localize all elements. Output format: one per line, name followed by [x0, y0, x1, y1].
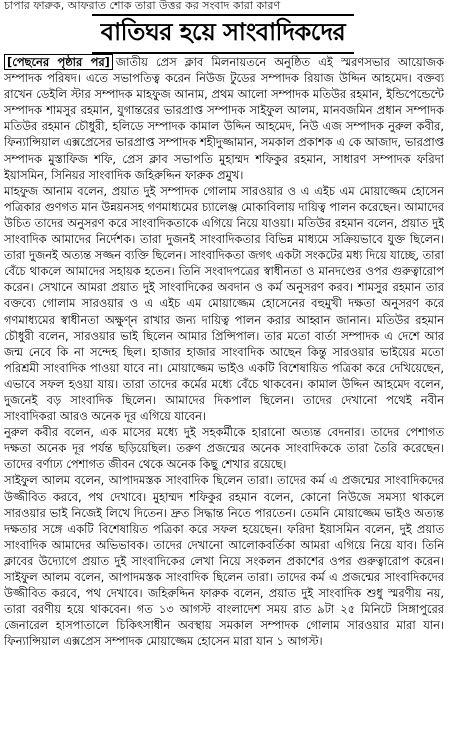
continued-from-label: [পেছনের পৃষ্ঠার পর] [4, 54, 113, 70]
paragraph-text: জাতীয় প্রেস ক্লাব মিলনায়তনে অনুষ্ঠিত এই স্মরণসভার আয়োজক সম্পাদক পরিষদ। এতে সভাপতিত্ব করেন নিউজ টুডের সম্পাদক রিয়াজ উদ্দিন আহমেদ। বক্তব্য রাখেন ডেইলি স্টার সম্পাদক মাহফুজ আনাম, প্রথম আলো সম্পাদক মতিউর রহমান, ইন্ডিপেন্ডেন্টে সম্পাদক শামসুর রহমান, যুগান্তরের ভারপ্রাপ্ত সম্পাদক সাইফুল আলম, মানবজমিন প্রধান সম্পাদক মতিউর রহমান চৌধুরী, হলিডে সম্পাদক কামাল উদ্দিন আহমেদ, নিউ এজ সম্পাদক নুরুল কবীর, ফিন্যান্সিয়াল এক্সপ্রেসের ভারপ্রাপ্ত সম্পাদক শহীদুজ্জামান, সমকাল প্রকাশক এ কে আজাদ, ভারপ্রাপ্ত সম্পাদক মুস্তাফিজ শফি, প্রেস ক্লাব সভাপতি মুহাম্মদ শফিকুর রহমান, সাধারণ সম্পাদক ফরিদা ইয়াসমিন, সিনিয়র সাংবাদিক জহিরুদ্দিন ফারুক প্রমুখ। [4, 55, 444, 182]
headline: বাতিঘর হয়ে সাংবাদিকদের [100, 18, 346, 46]
article-body [4, 54, 444, 741]
article-paragraph-4: সাইফুল আলম বলেন, আপাদমস্তক সাংবাদিক ছিলেন তারা। তাদের কর্ম এ প্রজন্মের সাংবাদিকদের উজ্জীবিত করবে, পথ দেখাবে। মুহাম্মদ শফিকুর রহমান বলেন, কোনো নিউজে সমস্যা থাকলে সারওয়ার ভাই নিজেই লিখে দিতেন। দ্রুত সিদ্ধান্ত নিতে পারতেন। তেমনি মোয়াজ্জেম ভাইও অত্যন্ত দক্ষতার সঙ্গে একটি বিশেষায়িত পত্রিকা করে সফল হয়েছেন। ফরিদা ইয়াসমিন বলেন, দুই প্রয়াত সাংবাদিক আমাদের অভিভাবক। তাদের দেখানো আলোকবর্তিকা আমরা এগিয়ে নিয়ে যাব। তিনি ক্লাবের উদ্যোগে প্রয়াত দুই সাংবাদিকের লেখা নিয়ে সংকলন প্রকাশের ওপর গুরুত্বারোপ করেন। সাইফুল আলম বলেন, আপাদমস্তক সাংবাদিক ছিলেন তারা। তাদের কর্ম এ প্রজন্মের সাংবাদিকদের উজ্জীবিত করবে, পথ দেখাবে। জহিরুদ্দিন ফারুক বলেন, প্রয়াত দুই সাংবাদিক শুধু স্মরণীয় নয়, তারা বরণীয় হয়ে থাকবেন। গত ১৩ আগস্ট বাংলাদেশ সময় রাত ৯টা ২৫ মিনিটে সিঙ্গাপুরের জেনারেল হাসপাতালে চিকিৎসাধীন অবস্থায় সমকাল সম্পাদক গোলাম সারওয়ার মারা যান। ফিন্যান্সিয়াল এক্সপ্রেস সম্পাদক মোয়াজ্জেম হোসেন মারা যান ১ আগস্ট। [4, 473, 444, 649]
article-paragraph-3: নুরুল কবীর বলেন, এক মাসের মধ্যে দুই সহকর্মীকে হারানো অত্যন্ত বেদনার। তাদের পেশাগত দক্ষতা অনেক দূর পর্যন্ত ছড়িয়েছিল। তরুণ প্রজন্মের অনেক সাংবাদিককে তারা তৈরি করেছেন। তাদের বর্ণাঢ্য পেশাগত জীবন থেকে অনেক কিছু শেখার রয়েছে। [4, 425, 444, 472]
headline-box [92, 14, 354, 54]
article-paragraph-1 [4, 54, 444, 183]
article-paragraph-2: মাহফুজ আনাম বলেন, প্রয়াত দুই সম্পাদক গোলাম সারওয়ার ও এ এইচ এম মোয়াজ্জেম হোসেন পত্রিকার গুণগত মান উন্নয়নসহ গণমাধ্যমের চ্যালেঞ্জ মোকাবিলায় দায়িত্ব পালন করেছেন। আমাদের উচিত তাদের অনুসরণ করে সাংবাদিকতাকে এগিয়ে নিয়ে যাওয়া। মতিউর রহমান বলেন, প্রয়াত দুই সাংবাদিক আমাদের নির্দেশক। তারা দুজনই সাংবাদিকতার বিভিন্ন মাধ্যমে সক্রিয়ভাবে যুক্ত ছিলেন। তারা দুজনই অত্যন্ত সজ্জন ব্যক্তি ছিলেন। সাংবাদিকতা জগৎ একটা সংকটের মধ্য দিয়ে যাচ্ছে, তারা বেঁচে থাকলে আমাদের সহায়ক হতেন। তিনি সংবাদপত্রের স্বাধীনতা ও মানদণ্ডের ওপর গুরুত্বারোপ করেন। সেখানে আমরা প্রয়াত দুই সাংবাদিকের অবদান ও কর্ম অনুসরণ করব। শামসুর রহমান তার বক্তব্যে গোলাম সারওয়ার ও এ এইচ এম মোয়াজ্জেম হোসেনের বহুমুখী দক্ষতা অনুসরণ করে গণমাধ্যমের স্বাধীনতা অক্ষুণ্ন রাখার জন্য দায়িত্ব পালন করার আহ্বান জানান। মতিউর রহমান চৌধুরী বলেন, সারওয়ার ভাই ছিলেন আমার প্রিন্সিপাল। তার মতো বার্তা সম্পাদক এ দেশে আর জন্ম নেবে কি না সন্দেহ ছিল। হাজার হাজার সাংবাদিক আছেন কিন্তু সারওয়ার ভাইয়ের মতো পরিশ্রমী সাংবাদিক পাওয়া যাবে না। মোয়াজ্জেম ভাইও একটি বিশেষায়িত পত্রিকা করে দেখিয়েছেন, এভাবে সফল হওয়া যায়। তারা তাদের কর্মের মধ্যে বেঁচে থাকবেন। কামাল উদ্দিন আহমেদ বলেন, দুজনেই বড় সাংবাদিক ছিলেন। আমাদের দিকপাল ছিলেন। তাদের দেখানো পথেই নবীন সাংবাদিকরা আরও অনেক দূর এগিয়ে যাবেন। [4, 183, 444, 424]
truncated-top-text: চাপার ফারুক, আফরাত শোক তারা উত্তর কর সংবাদ কারা কারণ [4, 0, 281, 12]
